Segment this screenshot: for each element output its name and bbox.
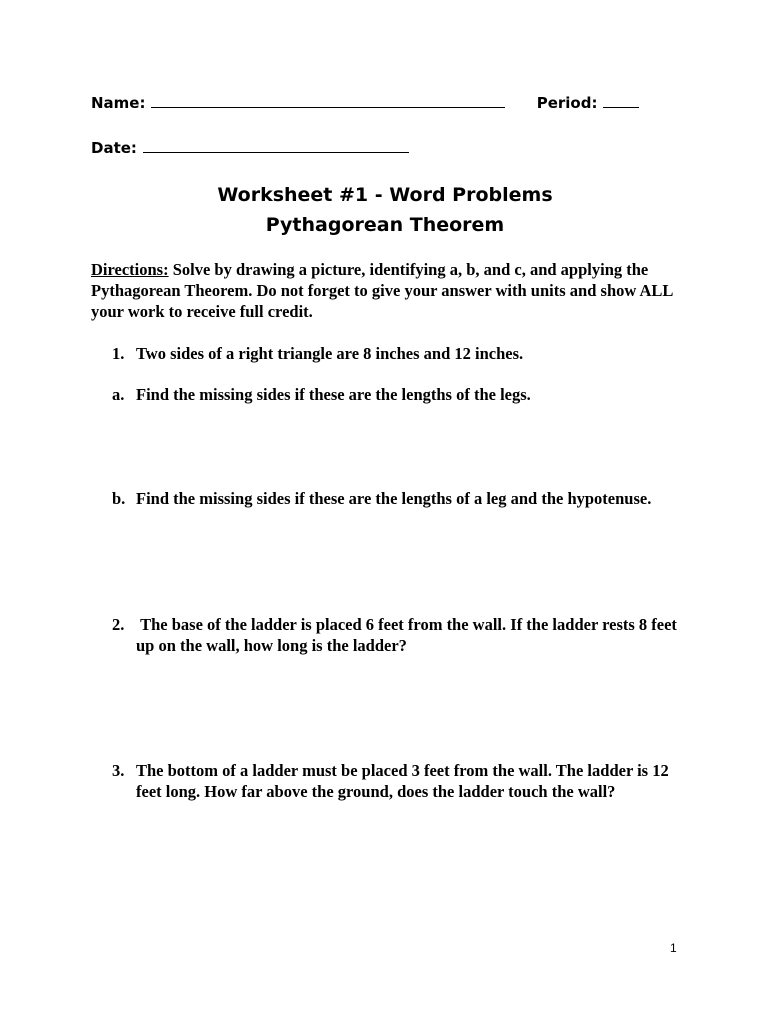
page-number: 1: [670, 941, 677, 955]
date-row: [91, 139, 409, 157]
worksheet-title: Worksheet #1 - Word Problems: [217, 184, 553, 206]
worksheet-subtitle: Pythagorean Theorem: [265, 214, 505, 236]
question-2: [112, 614, 692, 656]
question-text: Two sides of a right triangle are 8 inches and 12 inches.: [136, 344, 524, 363]
question-3: [112, 760, 692, 802]
name-period-row: [91, 94, 639, 112]
question-text: Find the missing sides if these are the lengths of the legs.: [136, 385, 531, 404]
period-blank-line[interactable]: [603, 106, 639, 108]
question-marker: 2.: [112, 615, 125, 634]
name-blank-line[interactable]: [151, 106, 505, 108]
question-1b: [112, 488, 692, 509]
directions-text: Solve by drawing a picture, identifying a, b, and c, and applying the Pythagorean Theorem. Do not forget to give your answer with units and show ALL your work to receive full credit.: [91, 260, 673, 321]
question-1a: [112, 384, 692, 405]
question-marker: 1.: [112, 344, 125, 363]
question-marker: a.: [112, 385, 125, 404]
date-label: Date:: [91, 139, 137, 157]
period-label: Period:: [536, 94, 598, 112]
question-text: Find the missing sides if these are the lengths of a leg and the hypotenuse.: [136, 489, 652, 508]
name-label: Name:: [91, 94, 146, 112]
date-blank-line[interactable]: [143, 151, 409, 153]
question-marker: b.: [112, 489, 126, 508]
question-text: The base of the ladder is placed 6 feet from the wall. If the ladder rests 8 feet up on the wall, how long is the ladder?: [136, 615, 682, 655]
question-1: [112, 343, 692, 364]
directions-paragraph: [91, 259, 691, 322]
question-text: The bottom of a ladder must be placed 3 feet from the wall. The ladder is 12 feet long. How far above the ground, does the ladder touch the wall?: [136, 761, 669, 801]
directions-label: Directions:: [91, 260, 169, 279]
question-marker: 3.: [112, 761, 125, 780]
